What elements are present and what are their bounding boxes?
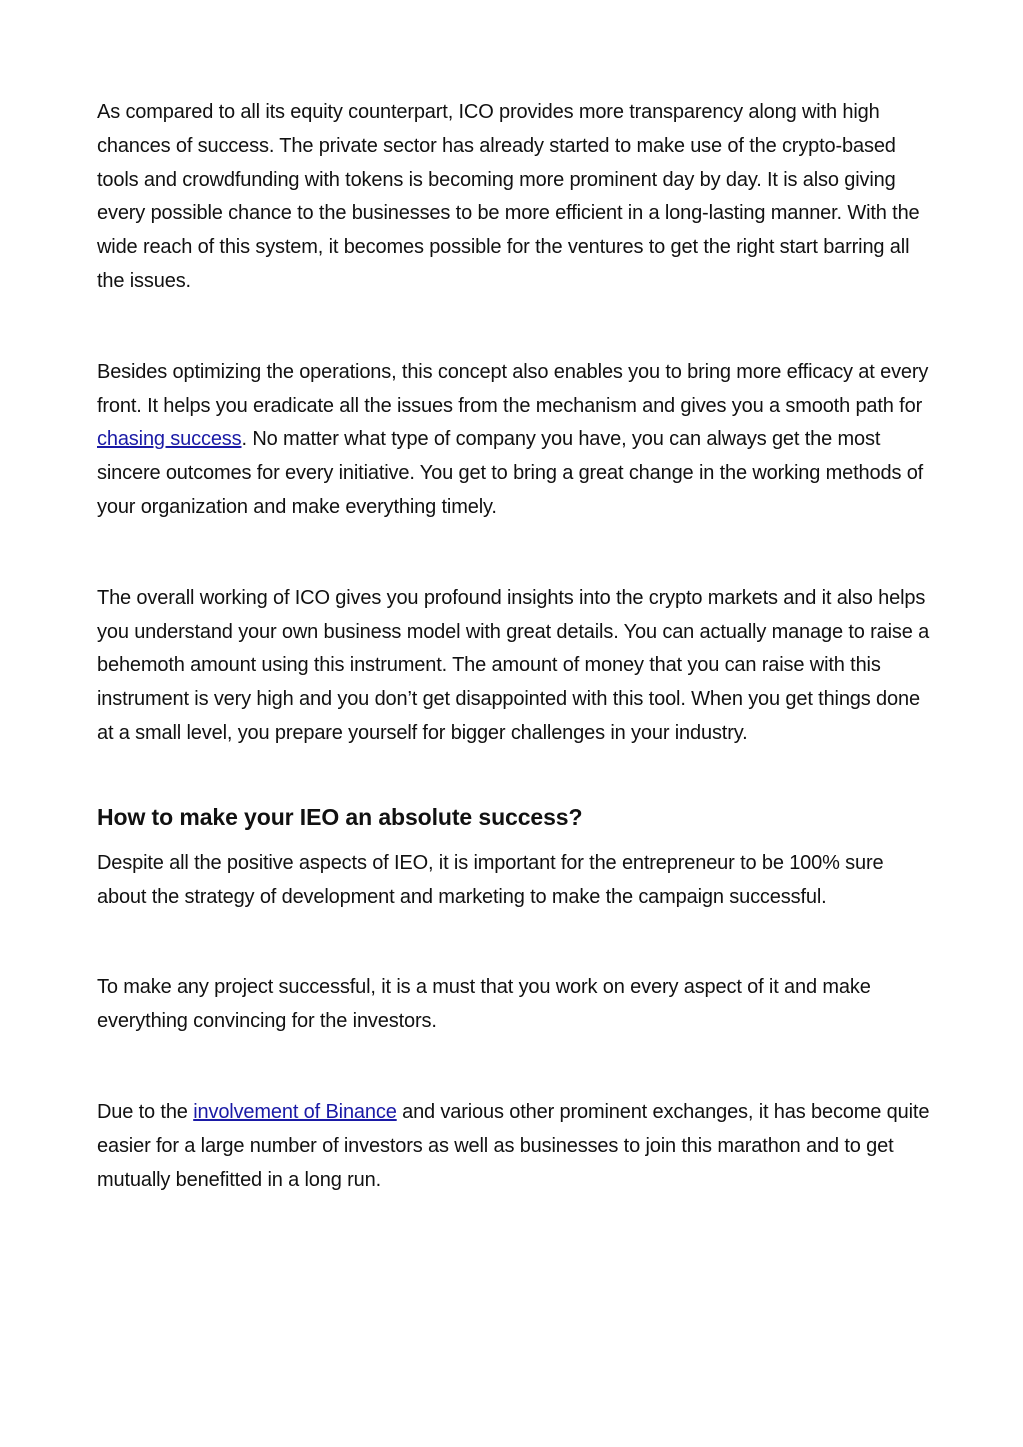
heading-spacer [97,834,933,847]
paragraph-ico-transparency: As compared to all its equity counterpart, ICO provides more transparency along with high chances of success. The private sector has already started to make use of the crypto-based tools and crowdfunding with tokens is becoming more prominent day by day. It is also giving every possible chance to the businesses to be more efficient in a long-lasting manner. With the wide reach of this system, it becomes possible for the ventures to get the right start barring all the issues. [97,101,920,292]
paragraph-ico-insights: The overall working of ICO gives you profound insights into the crypto markets and it also helps you understand your own business model with great details. You can actually manage to raise a behemoth amount using this instrument. The amount of money that you can raise with this instrument is very high and you don’t get disappointed with this tool. When you get things done at a small level, you prepare yourself for bigger challenges in your industry. [97,586,930,744]
chasing-success-link[interactable]: chasing success [97,428,242,451]
paragraph-text: Due to the [97,1100,194,1123]
section-heading: How to make your IEO an absolute success? [97,803,583,830]
paragraph-spacer [97,914,933,971]
paragraph-text: and various other prominent exchanges, it has become quite easier for a large number of investors as well as businesses to join this marathon and to get mutually benefitted in a long run. [97,1100,930,1191]
paragraph-binance-involvement [97,1096,933,1197]
paragraph-optimizing-operations [97,356,933,525]
paragraph-spacer [97,299,933,356]
paragraph-ieo-positive-aspects: Despite all the positive aspects of IEO, it is important for the entrepreneur to be 100% sure about the strategy of development and marketing to make the campaign successful. [97,851,884,908]
paragraph-text: . No matter what type of company you have, you can always get the most sincere outcomes for every initiative. You get to bring a great change in the working methods of your organization and make everything timely. [97,428,924,518]
paragraph-spacer [97,525,933,582]
article-body [97,96,933,1197]
heading-spacer [97,751,933,800]
paragraph-spacer [97,1039,933,1096]
involvement-of-binance-link[interactable]: involvement of Binance [193,1100,397,1123]
paragraph-project-successful: To make any project successful, it is a must that you work on every aspect of it and make everything convincing for the investors. [97,976,871,1033]
paragraph-text: Besides optimizing the operations, this concept also enables you to bring more efficacy at every front. It helps you eradicate all the issues from the mechanism and gives you a smooth path for [97,360,929,417]
